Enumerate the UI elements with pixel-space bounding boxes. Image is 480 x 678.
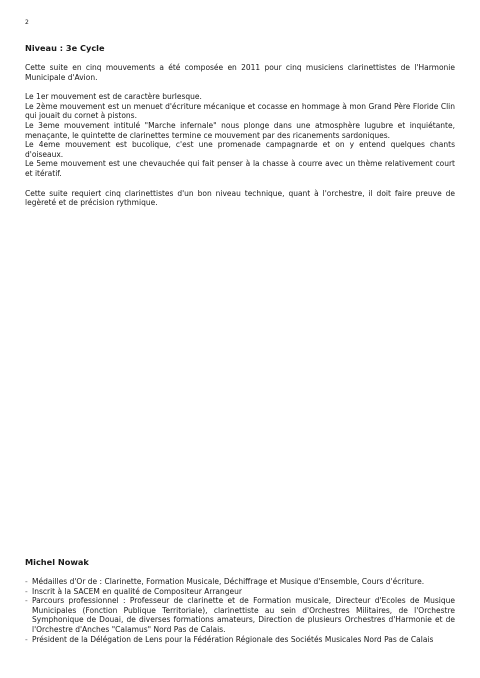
level-heading: Niveau : 3e Cycle <box>25 43 105 53</box>
author-heading: Michel Nowak <box>25 557 89 567</box>
movement-line: Le 1er mouvement est de caractère burlesque. <box>25 92 202 102</box>
movement-line: Le 3eme mouvement intitulé "Marche infernale" nous plonge dans une atmosphère lugubre et inquiétante, menaçante, le quintette de clarinettes termine ce mouvement par des ricanements sardoniques. <box>25 120 455 140</box>
closing-paragraph: Cette suite requiert cinq clarinettistes d'un bon niveau technique, quant à l'orchestre, il doit faire preuve de legèreté et de précision rythmique. <box>25 188 455 208</box>
description-section <box>25 43 455 218</box>
movements-paragraph <box>25 92 455 178</box>
movement-line: Le 2ème mouvement est un menuet d'écriture mécanique et cocasse en hommage à mon Grand Père Floride Clin qui jouait du cornet à pistons. <box>25 101 455 121</box>
bio-item: - Parcours professionnel : Professeur de clarinette et de Formation musicale, Directeur d'Ecoles de Musique Municipales (Fonction Publique Territoriale), clarinettiste au sein d'Orchestres Militaires, de l'Orchestre Symphonique de Douai, de diverses formations amateurs, Direction de plusieurs Orchestres d'Harmonie et de l'Orchestre d'Anches "Calamus" Nord Pas de Calais. <box>25 596 455 634</box>
bio-list <box>25 577 455 644</box>
author-section <box>25 557 455 644</box>
bio-item: - Président de la Délégation de Lens pour la Fédération Régionale des Sociétés Musicales Nord Pas de Calais <box>25 635 455 645</box>
bio-item: - Inscrit à la SACEM en qualité de Compositeur Arrangeur <box>25 587 455 597</box>
intro-paragraph: Cette suite en cinq mouvements a été composée en 2011 pour cinq musiciens clarinettistes de l'Harmonie Municipale d'Avion. <box>25 63 455 82</box>
movement-line: Le 5eme mouvement est une chevauchée qui fait penser à la chasse à courre avec un thème relativement court et itératif. <box>25 159 455 178</box>
page-number: 2 <box>25 19 29 26</box>
bio-item: - Médailles d'Or de : Clarinette, Formation Musicale, Déchiffrage et Musique d'Ensemble, Cours d'écriture. <box>25 577 455 587</box>
movement-line: Le 4eme mouvement est bucolique, c'est une promenade campagnarde et on y entend quelques chants d'oiseaux. <box>25 140 455 159</box>
